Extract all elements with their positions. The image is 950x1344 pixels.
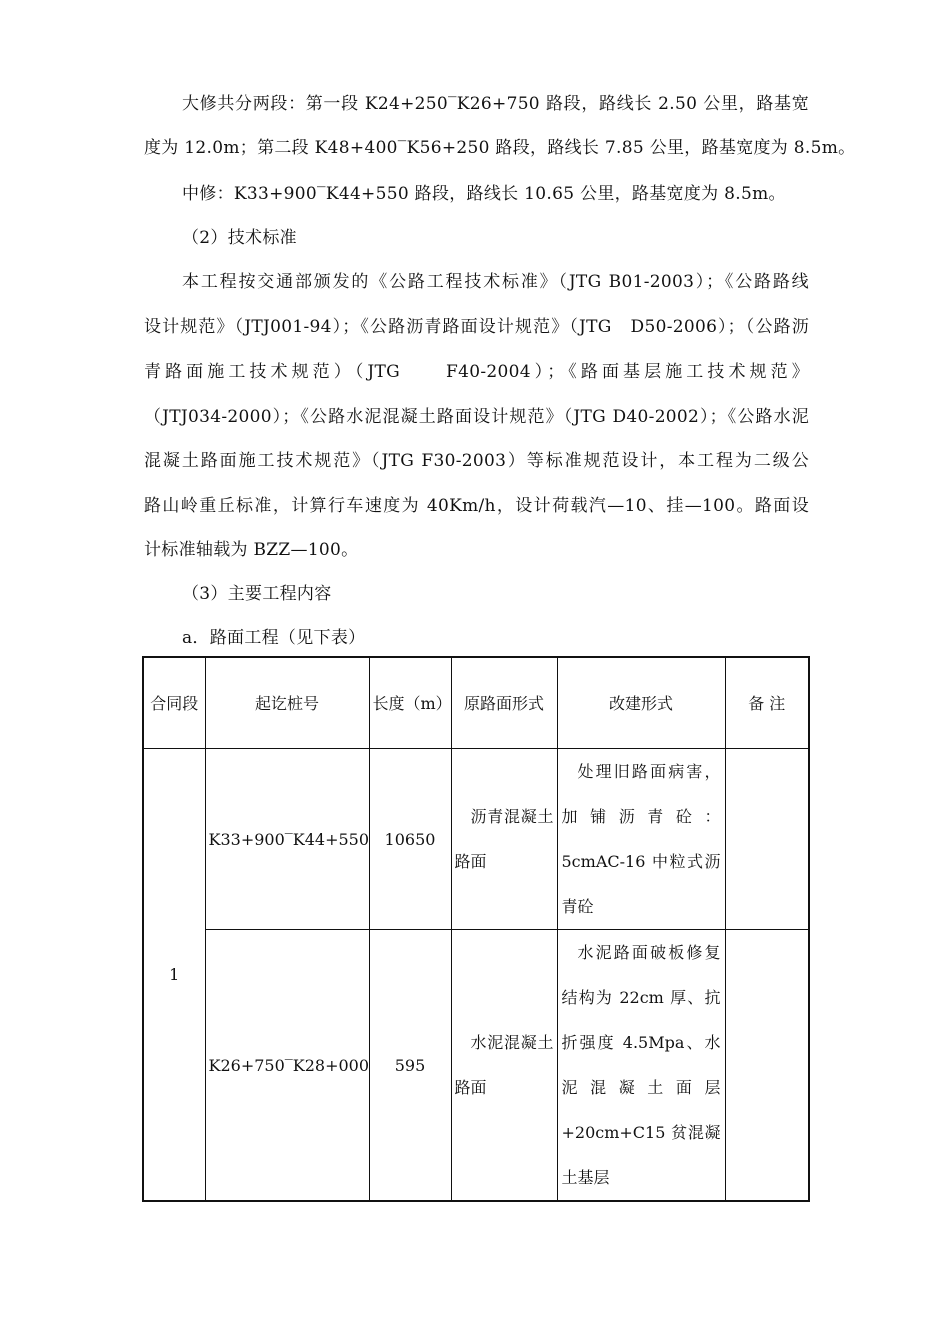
header-remark: 备 注 (725, 657, 809, 749)
paragraph-standards-line4: （JTJ034-2000）；《公路水泥混凝土路面设计规范》（JTG D40-2002）；《公路水泥 (144, 407, 809, 427)
header-length: 长度（m） (369, 657, 451, 749)
header-rebuild: 改建形式 (557, 657, 725, 749)
cell-length: 595 (369, 930, 451, 1202)
heading-road-works: a．路面工程（见下表） (182, 628, 366, 648)
table-header-row (143, 657, 809, 749)
paragraph-overhaul-line2: 度为 12.0m；第二段 K48+400‾K56+250 路段，路线长 7.85 公里，路基宽度为 8.5m。 (144, 138, 856, 158)
header-original: 原路面形式 (451, 657, 557, 749)
paragraph-standards-line7: 计标准轴载为 BZZ—100。 (144, 540, 359, 560)
cell-original: 水泥混凝土路面 (451, 930, 557, 1202)
paragraph-medium-repair: 中修：K33+900‾K44+550 路段，路线长 10.65 公里，路基宽度为 8.5m。 (182, 184, 786, 204)
paragraph-standards-line6: 路山岭重丘标准，计算行车速度为 40Km/h，设计荷载汽—10、挂—100。路面设 (144, 496, 809, 516)
cell-length: 10650 (369, 749, 451, 930)
table-row (143, 749, 809, 930)
paragraph-standards-line2: 设计规范》（JTJ001-94）；《公路沥青路面设计规范》（JTG D50-2006）；（公路沥 (144, 317, 809, 337)
paragraph-standards-line1: 本工程按交通部颁发的《公路工程技术标准》（JTG B01-2003）；《公路路线 (182, 272, 809, 292)
paragraph-standards-line5: 混凝土路面施工技术规范》（JTG F30-2003）等标准规范设计，本工程为二级公 (144, 451, 809, 471)
road-works-table (142, 656, 810, 1202)
paragraph-standards-line3: 青路面施工技术规范）（JTG F40-2004）；《路面基层施工技术规范》 (144, 362, 809, 382)
cell-station: K33+900‾K44+550 (205, 749, 369, 930)
header-station: 起讫桩号 (205, 657, 369, 749)
cell-remark (725, 930, 809, 1202)
paragraph-overhaul-line1: 大修共分两段：第一段 K24+250‾K26+750 路段，路线长 2.50 公里，路基宽 (182, 94, 809, 114)
cell-remark (725, 749, 809, 930)
cell-station: K26+750‾K28+000 (205, 930, 369, 1202)
table-row (143, 930, 809, 1202)
cell-rebuild: 水泥路面破板修复结构为 22cm 厚、抗折强度 4.5Mpa、水泥混凝土面层+20cm+C15 贫混凝土基层 (557, 930, 725, 1202)
cell-contract-no: 1 (143, 749, 205, 1202)
header-contract: 合同段 (143, 657, 205, 749)
heading-main-works: （3）主要工程内容 (182, 584, 332, 604)
cell-original: 沥青混凝土路面 (451, 749, 557, 930)
heading-technical-standard: （2）技术标准 (182, 228, 297, 248)
cell-rebuild: 处理旧路面病害，加铺沥青砼：5cmAC-16 中粒式沥青砼 (557, 749, 725, 930)
